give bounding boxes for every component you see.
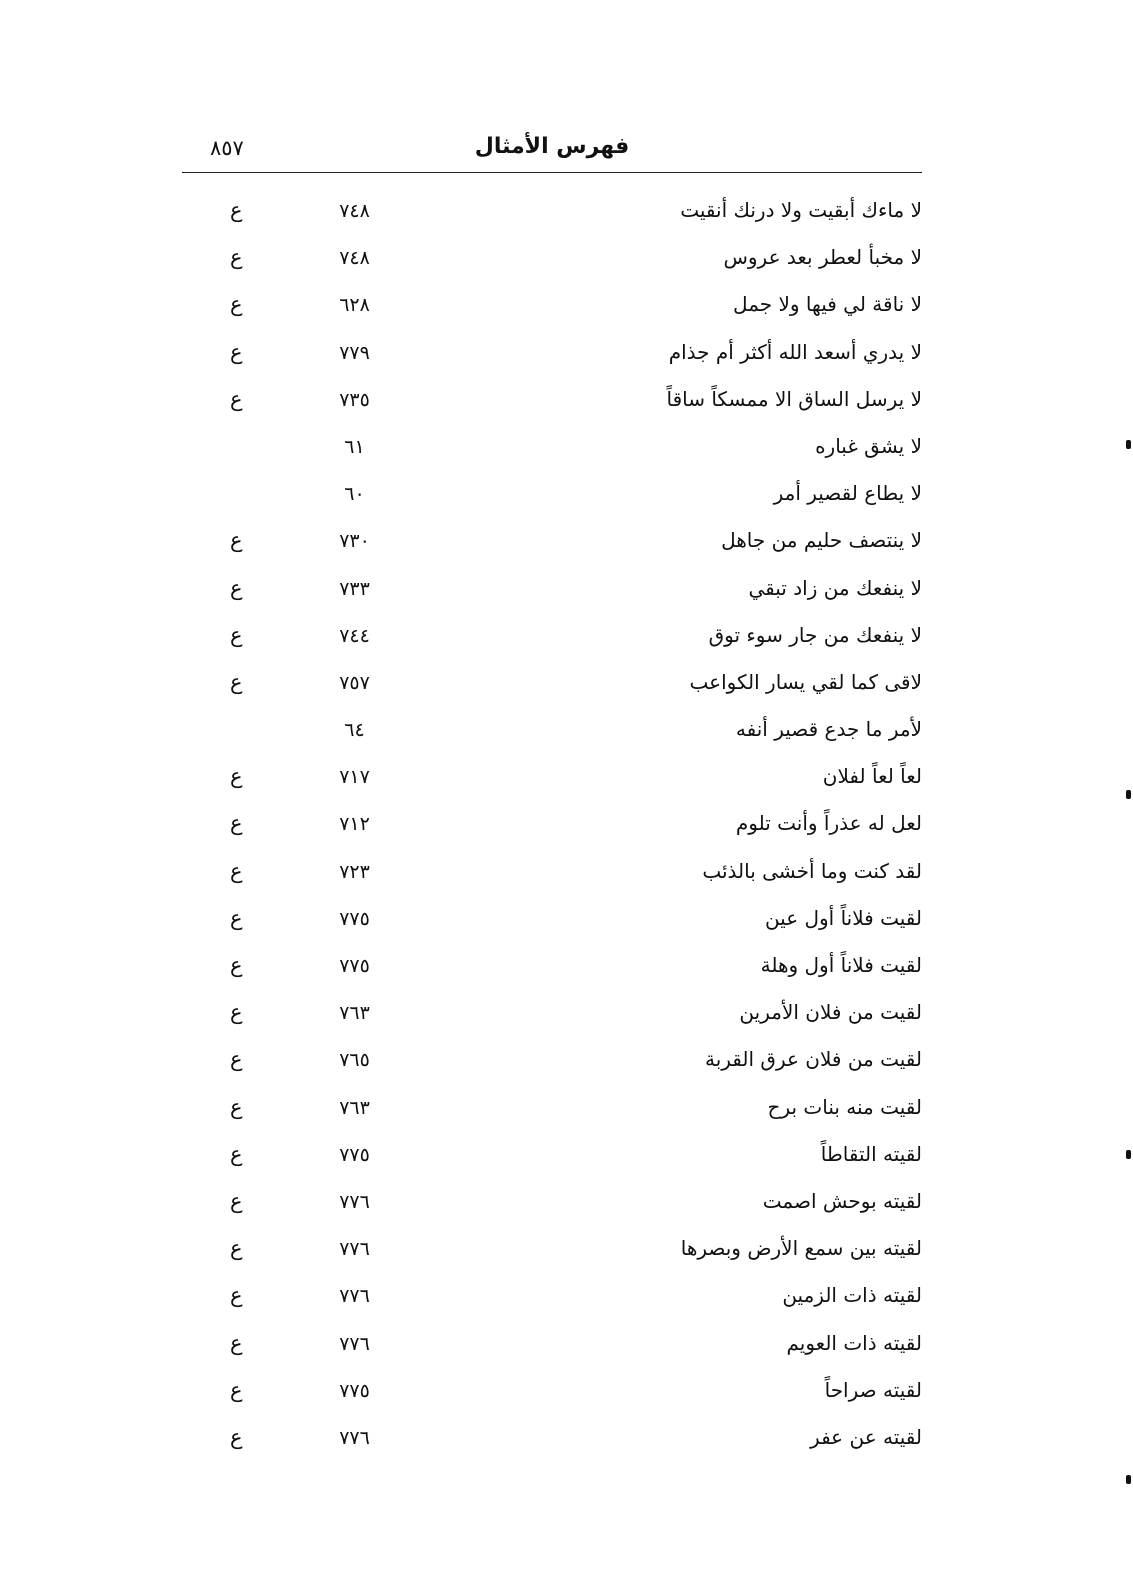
proverb-text: لا ينفعك من زاد تبقي bbox=[748, 575, 922, 600]
source-mark: ع bbox=[230, 1424, 243, 1449]
index-entry bbox=[182, 662, 922, 709]
proverb-text: لا مخبأ لعطر بعد عروس bbox=[723, 245, 922, 270]
proverb-text: لقيت منه بنات برح bbox=[767, 1094, 922, 1119]
page-reference: ٧١٢ bbox=[339, 813, 370, 836]
index-entry bbox=[182, 898, 922, 945]
proverb-text: لعل له عذراً وأنت تلوم bbox=[735, 811, 922, 836]
scan-edge-mark bbox=[1126, 1150, 1131, 1159]
proverb-text: لا ينتصف حليم من جاهل bbox=[721, 528, 922, 553]
index-entry bbox=[182, 1228, 922, 1275]
scan-edge-mark bbox=[1126, 440, 1131, 449]
page-reference: ٧٧٦ bbox=[339, 1426, 370, 1449]
source-mark: ع bbox=[230, 1094, 243, 1119]
proverb-text: لا يدري أسعد الله أكثر أم جذام bbox=[668, 339, 922, 364]
page-reference: ٧٦٣ bbox=[339, 1002, 370, 1025]
source-mark: ع bbox=[230, 858, 243, 883]
proverb-text: لعاً لعاً لفلان bbox=[822, 764, 922, 789]
source-mark: ع bbox=[230, 764, 243, 789]
page-reference: ٦٤ bbox=[344, 719, 365, 742]
index-entry bbox=[182, 945, 922, 992]
page-reference: ٧٧٦ bbox=[339, 1238, 370, 1261]
proverb-text: لقيت من فلان عرق القربة bbox=[704, 1047, 922, 1072]
source-mark: ع bbox=[230, 1377, 243, 1402]
proverb-text: لقيته ذات الزمين bbox=[782, 1283, 922, 1308]
proverb-text: لا ماءك أبقيت ولا درنك أنقيت bbox=[680, 198, 922, 222]
index-entry bbox=[182, 1275, 922, 1322]
index-entry bbox=[182, 190, 922, 237]
index-entry bbox=[182, 1087, 922, 1134]
source-mark: ع bbox=[230, 1141, 243, 1166]
proverb-text: لقيت فلاناً أول وهلة bbox=[760, 953, 922, 977]
page-reference: ٧٧٥ bbox=[339, 955, 370, 977]
page-reference: ٧٧٦ bbox=[339, 1332, 370, 1355]
page-reference: ٦٠ bbox=[344, 483, 365, 506]
source-mark: ع bbox=[230, 1188, 243, 1213]
page-reference: ٧٣٥ bbox=[339, 388, 370, 411]
source-mark: ع bbox=[230, 575, 243, 600]
proverb-text: لا يطاع لقصير أمر bbox=[773, 481, 922, 506]
proverb-index-list bbox=[182, 190, 922, 1464]
index-entry bbox=[182, 709, 922, 756]
source-mark: ع bbox=[230, 386, 243, 411]
source-mark: ع bbox=[230, 953, 243, 977]
page-reference: ٦٢٨ bbox=[339, 294, 370, 317]
proverb-text: لاقى كما لقي يسار الكواعب bbox=[689, 669, 922, 694]
index-entry bbox=[182, 851, 922, 898]
index-entry bbox=[182, 237, 922, 284]
proverb-text: لقيته صراحاً bbox=[824, 1377, 922, 1402]
proverb-text: لقيته بوحش اصمت bbox=[762, 1188, 922, 1213]
proverb-text: لا ينفعك من جار سوء توق bbox=[708, 622, 922, 647]
proverb-text: لقيت من فلان الأمرين bbox=[739, 1000, 922, 1025]
source-mark: ع bbox=[230, 669, 243, 694]
index-entry bbox=[182, 1417, 922, 1464]
page-reference: ٧٣٣ bbox=[339, 577, 370, 600]
source-mark: ع bbox=[230, 198, 243, 222]
page-header bbox=[182, 132, 922, 173]
proverb-text: لا ناقة لي فيها ولا جمل bbox=[733, 292, 922, 317]
source-mark: ع bbox=[230, 622, 243, 647]
proverb-text: لقد كنت وما أخشى بالذئب bbox=[702, 858, 922, 883]
index-entry bbox=[182, 1181, 922, 1228]
index-entry bbox=[182, 756, 922, 803]
page-reference: ٧٣٠ bbox=[339, 530, 370, 553]
page-reference: ٧٥٧ bbox=[339, 671, 370, 694]
page-reference: ٧٧٥ bbox=[339, 1379, 370, 1402]
source-mark: ع bbox=[230, 1330, 243, 1355]
index-entry bbox=[182, 1134, 922, 1181]
index-entry bbox=[182, 332, 922, 379]
index-entry bbox=[182, 615, 922, 662]
index-entry bbox=[182, 379, 922, 426]
proverb-text: لقيته عن عفر bbox=[810, 1424, 922, 1449]
index-entry bbox=[182, 1039, 922, 1086]
source-mark: ع bbox=[230, 245, 243, 270]
scan-edge-mark bbox=[1126, 790, 1131, 799]
index-entry bbox=[182, 568, 922, 615]
proverb-text: لا يشق غباره bbox=[815, 433, 922, 458]
source-mark: ع bbox=[230, 905, 243, 930]
proverb-text: لا يرسل الساق الا ممسكاً ساقاً bbox=[666, 386, 922, 411]
proverb-text: لقيت فلاناً أول عين bbox=[764, 905, 922, 930]
page-reference: ٧٧٩ bbox=[339, 341, 370, 364]
page-reference: ٧٧٦ bbox=[339, 1285, 370, 1308]
scan-edge-mark bbox=[1126, 1475, 1131, 1484]
source-mark: ع bbox=[230, 339, 243, 364]
page-reference: ٧٧٥ bbox=[339, 907, 370, 930]
index-entry bbox=[182, 1370, 922, 1417]
index-entry bbox=[182, 803, 922, 850]
source-mark: ع bbox=[230, 292, 243, 317]
proverb-text: لأمر ما جدع قصير أنفه bbox=[735, 717, 922, 742]
index-entry bbox=[182, 473, 922, 520]
source-mark: ع bbox=[230, 1000, 243, 1025]
source-mark: ع bbox=[230, 528, 243, 553]
running-title: فهرس الأمثال bbox=[474, 134, 630, 159]
page-reference: ٧٤٤ bbox=[339, 624, 370, 647]
source-mark: ع bbox=[230, 1047, 243, 1072]
page-reference: ٧١٧ bbox=[339, 766, 370, 789]
proverb-text: لقيته بين سمع الأرض وبصرها bbox=[680, 1236, 922, 1261]
page-reference: ٧٤٨ bbox=[339, 200, 370, 222]
page-reference: ٧٧٥ bbox=[339, 1143, 370, 1166]
index-entry bbox=[182, 1323, 922, 1370]
page-reference: ٦١ bbox=[344, 435, 365, 458]
page-reference: ٧٦٥ bbox=[339, 1049, 370, 1072]
index-entry bbox=[182, 284, 922, 331]
page-reference: ٧٢٣ bbox=[339, 860, 370, 883]
source-mark: ع bbox=[230, 1236, 243, 1261]
page-reference: ٧٤٨ bbox=[339, 247, 370, 270]
source-mark: ع bbox=[230, 811, 243, 836]
index-entry bbox=[182, 992, 922, 1039]
index-entry bbox=[182, 426, 922, 473]
index-entry bbox=[182, 520, 922, 567]
proverb-text: لقيته ذات العويم bbox=[786, 1330, 922, 1355]
proverb-text: لقيته التقاطاً bbox=[820, 1141, 922, 1166]
page-number: ٨٥٧ bbox=[210, 136, 244, 160]
source-mark: ع bbox=[230, 1283, 243, 1308]
page-reference: ٧٦٣ bbox=[339, 1096, 370, 1119]
page-reference: ٧٧٦ bbox=[339, 1190, 370, 1213]
